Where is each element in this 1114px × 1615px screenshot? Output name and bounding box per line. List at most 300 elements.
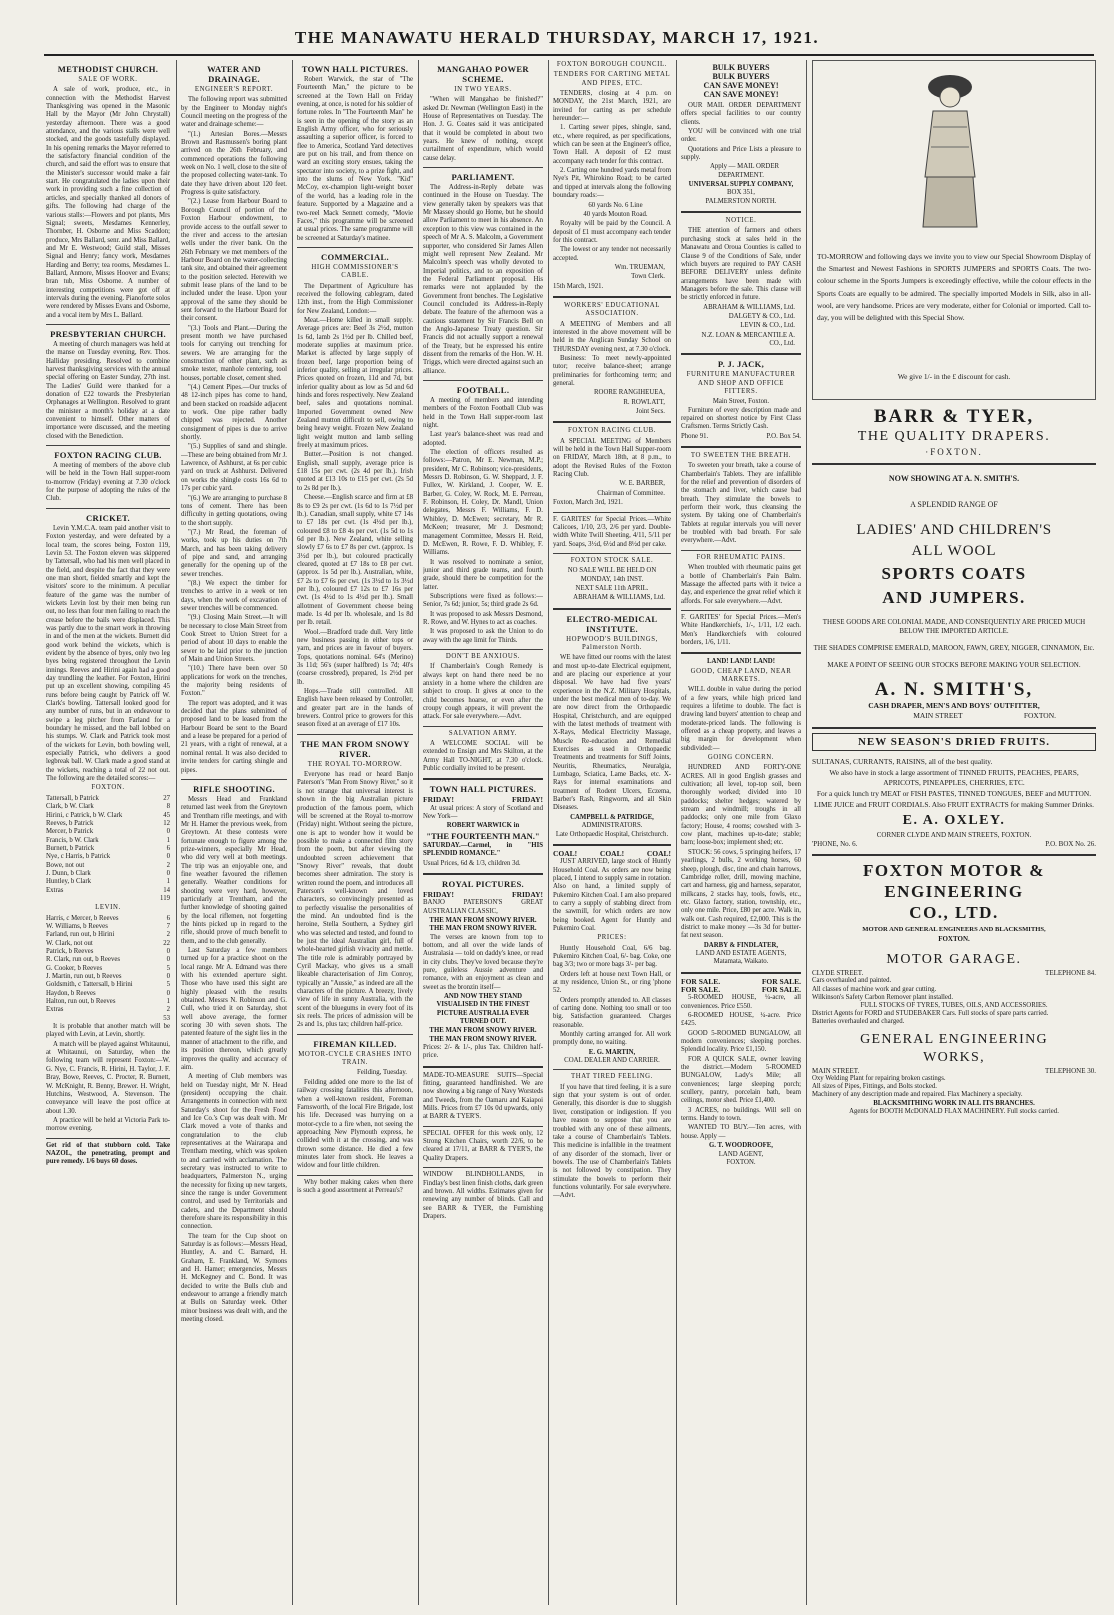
score-row: Mercer, b Patrick 0 [46,828,170,836]
divider [423,778,543,780]
article-text: THE attention of farmers and others purchasing stock at sales held in the Manawatu and Oroua Counties is called to Clause 9 of the Conditions of Sale, under which buyers are required to PAY CASH BEFORE DELIVERY unless definite arrangements have been made with Managers before the sale. This clause will be strictly enforced in future. [681,227,801,302]
score-row: W. Williams, b Reeves 7 [46,922,170,930]
subhead-two-years: IN TWO YEARS. [454,86,512,93]
divider [553,1069,671,1070]
signature: COAL DEALER AND CARRIER. [564,1057,660,1065]
dateline: Feilding, Tuesday. [357,1069,407,1077]
headline-snowy-river: THE MAN FROM SNOWY RIVER. [300,738,410,759]
article-text: 3 ACRES, no buildings. Will sell on terms. Handy to town. [681,1106,801,1123]
subhead-cable: HIGH COMMISSIONER'S CABLE. [311,263,399,280]
article-text: FOR A QUICK SALE, owner leaving the district.—Modern 5-ROOMED BUNGALOW, Lady's Mile; all conveniences; large sleeping porch; scullery, pantry, porcelain bath, beam ceilings, motor shed. Price £1,400. [681,1055,801,1105]
score-row: Huntley, b Clark 1 [46,878,170,886]
signature: ROORE RANGIHEUEA, [594,389,665,397]
scorecard-levin [46,915,170,1023]
subhead-furniture: FURNITURE MANUFACTURER AND SHOP AND OFFICE FITTERS. [686,371,796,395]
subhead-tenders: TENDERS FOR CARTING METAL AND PIPES, ETC. [553,71,671,87]
article-text: AND NOW THEY STAND VISUALISED IN THE FINEST PICTURE AUSTRALIA EVER TURNED OUT. [436,992,530,1025]
headline-townhall: TOWN HALL PICTURES. [301,64,409,74]
headline-stock-sale: FOXTON STOCK SALE. [570,556,654,564]
divider [681,972,801,974]
discount-text: We give 1/- in the £ discount for cash. [897,372,1011,381]
masthead-title: THE MANAWATU HERALD THURSDAY, MARCH 17, 1921. [294,28,820,47]
oxley-address: CORNER CLYDE AND MAIN STREETS, FOXTON. [876,831,1032,840]
article-text: To sweeten your breath, take a course of Chamberlain's Tablets. They are infallible for the relief and prevention of disorders of the stomach and liver, which cause bad breath. They stimulate the bowels to perform their work, thus cleansing the system. By taking one of Chamberlain's Tablets at regular intervals you will never be troubled with bad breath. For sale everywhere.—Advt. [681,462,801,545]
article-text: A SPECIAL MEETING of Members will be held in the Town Hall Supper-room on FRIDAY, March 18th, at 8 p.m., to adopt the Revised Rules of the Foxton Racing Club. [553,437,671,479]
column-rule [292,60,293,1605]
article-text: "(8.) We expect the timber for trenches to arrive in a week or ten days, when the work of excavation of sewer trenches will be commenced. [181,579,287,612]
signature: W. E. BARBER, [619,480,665,488]
article-text: Monthly carting arranged for. All work promptly done, no waiting. [553,1031,671,1047]
headline-mangahao: MANGAHAO POWER SCHEME. [437,64,529,84]
score-row: Extras 2 [46,1006,170,1014]
article-text: A MEETING of Members and all interested in the above movement will be held in the Anglican Sunday School on THURSDAY evening next, at 7.30 o'clock. [553,320,671,353]
smith-point: MAKE A POINT OF SEEING OUR STOCKS BEFORE MAKING YOUR SELECTION. [827,660,1081,669]
article-text: Prices: 2/- & 1/-, plus Tax. Children half-price. [423,1044,543,1060]
advert-blinds: WINDOW BLINDHOLLANDS, in Findlay's best linen finish cloths, dark green and brown. All widths. Estimates given for renewing any number of blinds. Call and see BARR & TYER, the Furnishing Drapers. [423,1171,543,1220]
article-text: JUST ARRIVED, large stock of Huntly Household Coal. As orders are now being placed, I intend to supply same in rotation. Also on hand, a limited supply of Pukemiro Kitchen Coal. I am also prepared to carry a supply of stabbing direct from the sawmill, for which orders are now being booked. Agent for Huntly and Pukemiro Coal. [553,858,671,932]
article-text: GOOD 5-ROOMED BUNGALOW, all modern conveniences; sleeping porches. Splendid locality. Price £1,150. [681,1029,801,1054]
article-text: A match will be played against Whitaunui, at Whitaunui, on Saturday, when the following team will represent Foxton:—W. G. Nye, C. Francis, R. Hirini, H. Taylor, J. F. Bray, Bowe, Reeves, C. Procter, R. Burnett, W. McKnight, R. Benny, Brewer. H. Wright, Hutchins, Westwood, A. Stevenson. The conveyance will leave the post office at about 1.30. [46,1040,170,1115]
team-foxton: FOXTON. [91,784,125,792]
advert-suits: MADE-TO-MEASURE SUITS—Special fitting, guaranteed handfinished. We are now showing a big range of Navy Worsteds and Tweeds, from the Oamaru and Kaiapoi Mills. Prices from £7 10s 0d upwards, only at BARR & TYER'S. [423,1071,543,1121]
signature: ADMINISTRATORS. [581,822,643,830]
signature: LAND AND ESTATE AGENTS, [695,949,787,957]
film-title: "THE FOURTEENTH MAN." [426,830,540,841]
column-rule [806,60,807,1605]
subhead-prices: PRICES: [597,934,627,942]
score-row: Harris, c Mercer, b Reeves 6 [46,914,170,922]
smith-shades: THE SHADES COMPRISE EMERALD, MAROON, FAWN, GREY, NIGGER, CINNAMON, Etc. [813,643,1095,652]
article-text: Orders promptly attended to. All classes of carting done. Nothing too small or too big. Satisfaction guaranteed. Charges reasonable. [553,996,671,1029]
article-text: It is probable that another match will be played with Levin, at Levin, shortly. [46,1023,170,1039]
article-text: Robert Warwick, the star of "The Fourteenth Man," the picture to be screened at the Town Hall on Friday evening, at once, is noted for his soldier of fortune roles. In "The Fourteenth Man" he is seen in the opening of the story as an English Army officer, who for seriously assaulting a superior officer, is forced to flee to America, Scotland Yard detectives are put on his trail, and from thence on ward an exciting story ensues, taking the spectator into society, to a prize fight, and into the slums of New York. "Kid" McCoy, ex-champion light-weight boxer of the world, has a leading role in the feature. Supported by a Magazine and a two-reel Mack Sennett comedy, "Movie Faces," this programme will be screened at usual prices. The same programme will be screened at Saturday's matinee. [297,76,413,242]
masthead-rule [44,54,1094,56]
signature: N.Z. LOAN & MERCANTILE A. CO., Ltd. [701,331,795,347]
score-row: G. Cooker, b Reeves 5 [46,964,170,972]
motor-name: ENGINEERING [884,882,1024,902]
divider [812,727,1096,729]
article-text: "(10.) There have been over 50 applications for work on the trenches, the majority being residents of Foxton." [181,665,287,698]
works-contact: MAIN STREET. TELEPHONE 30. [812,1066,1096,1075]
oxley-text: LIME JUICE and FRUIT CORDIALS. Also FRUIT EXTRACTS for making Summer Drinks. [814,800,1094,810]
headline-parliament: PARLIAMENT. [451,172,515,183]
article-text: 6-ROOMED HOUSE, ¼-acre. Price £425. [681,1012,801,1028]
article-text: At usual prices: A story of Scotland and New York— [423,804,543,821]
divider [812,463,1096,465]
advert-garites: F. GARITES' for Special Prices.—Men's White Handkerchiefs, 1/-, 1/11, 1/2 each. Men's Handkerchiefs with coloured borders, 1/6, 1/11. [681,613,801,646]
signature: Town Clerk. [631,273,665,281]
article-text: Subscriptions were fixed as follows:—Senior, 7s 6d; junior, 5s; third grade 2s 6d. [423,592,543,609]
score-row: Nye, c Harris, b Patrick 0 [46,853,170,861]
oxley-headline: NEW SEASON'S DRIED FRUITS. [812,733,1096,751]
oxley-advert [812,733,1096,849]
score-total: 53 [163,1014,170,1022]
smith-showing: NOW SHOWING AT A. N. SMITH'S. [888,474,1020,483]
article-text: "(9.) Closing Main Street.—It will be necessary to close Main Street from Cook Street to Union Street for a period of about 10 days to enable the sewer to be laid prior to the junction of Main and Union Streets. [181,614,287,664]
signature: ABRAHAM & WILLIAMS, Ltd. [573,594,665,602]
headline-commercial: COMMERCIAL. [321,251,389,262]
article-text: 5-ROOMED HOUSE, ¼-acre, all conveniences. Price £550. [681,994,801,1010]
signature: Chairman of Committee. [597,489,665,497]
headline-racing-meeting: FOXTON RACING CLUB. [567,427,657,435]
divider [423,167,543,168]
divider [423,1167,543,1168]
article-text: When troubled with rheumatic pains get a bottle of Chamberlain's Pain Balm. Massage the affected parts with it twice a day, and experience the great relief which it affords. For sale everywhere.—Advt. [681,564,801,605]
signature: Matamata, Waikato. [713,958,769,966]
article-text: NEXT SALE 11th APRIL. [575,584,649,592]
subhead-engineer: ENGINEER'S REPORT. [194,86,274,93]
signature: E. G. MARTIN, [588,1048,636,1056]
article-text: "(2.) Lease from Harbour Board to Borough Council of portion of the Foxton Harbour endowment, to provide access to the outfall sewer to the river and access to the artesian wells under the river bank. On the 26th February we met members of the Harbour Board on the water-collecting tank site, and obtained their agreement to the position selected. Herewith we submit lease plans of the land to be included under the lease. Upon your approval of the same they should be sent forward to the Harbour Board for their consent. [181,198,287,323]
article-text: SATURDAY.—Carmel, in "HIS SPLENDID ROMANCE." [423,841,543,858]
star-name: ROBERT WARWICK in [446,822,520,830]
divider [553,553,671,554]
score-row: R. Clark, run out, b Reeves 0 [46,956,170,964]
signature: LEVIN & CO., Ltd. [740,322,795,330]
article-text: Orders left at house next Town Hall, or at my residence, Union St., or ring 'phone 52. [553,970,671,995]
signature: G. T. WOODROOFE, [708,1142,773,1150]
headline-save: CAN SAVE MONEY! [703,90,779,99]
score-row: Patrick, b Reeves 0 [46,948,170,955]
signature: CAMPBELL & PATRIDGE, [570,813,654,821]
headline-jack: P. J. JACK, [717,359,765,370]
divider [423,726,543,727]
date-text: 15th March, 1921. [553,282,604,290]
smith-range: A SPLENDID RANGE OF [910,500,998,510]
firm-address: Main Street, Foxton. [712,398,770,406]
coal-row: COAL! COAL! COAL! [553,848,671,858]
divider [423,1126,543,1127]
smith-outfitter: CASH DRAPER, MEN'S AND BOYS' OUTFITTER, [868,700,1040,710]
article-text: Wool.—Bradford trade dull. Very little new business passing in either tops or yarn, and prices are in favour of buyers. Tops, quotations nominal. 64's (Merino) 3s 11d; 56's (super halfbred) 1s 7d; 40's (coarse crossbred), prepared, 1s 2½d per lb. [297,628,413,686]
date-text: Foxton, March 3rd, 1921. [553,499,623,507]
barr-tyer-tagline: THE QUALITY DRAPERS. [857,429,1051,444]
smith-ladies: LADIES' AND CHILDREN'S [856,521,1052,538]
article-text: It was proposed to ask the Union to do away with the age limit for Thirds. [423,628,543,644]
oxley-name: E. A. OXLEY. [902,813,1006,829]
column-rule [676,60,677,1605]
article-text: HUNDRED AND FORTY-ONE ACRES. All in good English grasses and cultivation; all level, top-top soil, been thoroughly worked; divided into 10 paddocks; shelter hedges; watered by stream and windmill; troughs in all paddocks; only one mile from Glaxo factory; House, 4 rooms; cowshed with 3-cow plant, machines up-to-date; stable; barn; loose-box; implement shed; etc. [681,764,801,847]
smith-advert [812,475,1096,722]
article-text: The following report was submitted by the Engineer to Monday night's Council meeting on the progress of the water and drainage scheme:— [181,96,287,129]
headline-water: WATER AND DRAINAGE. [207,64,261,84]
article-text: Apply — MAIL ORDER DEPARTMENT. [709,163,780,179]
divider [681,550,801,551]
article-text: A practice will be held at Victoria Park to-morrow evening. [46,1116,170,1133]
smith-sports: SPORTS COATS [881,563,1027,583]
divider [423,380,543,381]
article-text: Last Saturday a few members turned up for a practice shoot on the local range. Mr A. Edmand was there with his extended aperture sight. Those who have used this sight are highly pleased with the results obtained. Messrs N. Robinson and G. Cull, who tried it on Saturday, shot well above average, the former scoring 30 with seven shots. The patented feature of the sight lies in the manner of attachment to the rifle, and its position thereon, which greatly improves the quality and accuracy of aim. [181,947,287,1071]
article-text: Royalty will be paid by the Council. A deposit of £1 must accompany each tender for this contract. [553,220,671,244]
divider [681,652,801,654]
firm-address: PALMERSTON NORTH. [705,197,777,205]
smith-name: A. N. SMITH'S, [874,678,1034,700]
signature: LAND AGENT, [718,1150,764,1158]
signature: DARBY & FINDLATER, [703,941,779,949]
score-row: Goldsmith, c Tattersall, b Hirini 5 [46,981,170,989]
score-row: Reeves, b Patrick 12 [46,819,170,827]
barr-tyer-advert [812,406,1096,458]
headline-electro: ELECTRO-MEDICAL INSTITUTE. [566,613,658,634]
divider [681,446,801,448]
film-title: THE MAN FROM SNOWY RIVER. [429,1027,537,1035]
score-row: Clark, b W. Clark 8 [46,803,170,811]
headline-borough: FOXTON BOROUGH COUNCIL. [556,61,668,68]
divider [297,1034,413,1035]
column-4 [423,60,543,1608]
headline-methodist: METHODIST CHURCH. [57,64,159,74]
article-text: "(3.) Tools and Plant.—During the present month we have purchased tools for carrying out trenching for sewers. We are arranging for the construction of other plant, such as smoke tester, manhole centering, tool houses, portable closet, cement shed. [181,324,287,382]
subhead-motorcycle: MOTOR-CYCLE CRASHES INTO TRAIN. [298,1050,412,1067]
fashion-text: TO-MORROW and following days we invite you to view our Special Showroom Display of the Smartest and Newest Fashions in SPORTS JUMPERS and SPORTS Coats. The two-colour scheme in the Sports Jumpers is exceedingly effective, while the colour effects in the Sports Coats are equally to be admired. The specially imported Models in Silk, also in all-wool, are very handsome. Prices are very moderate, either for Colonial or imported. Call to-day, you will be delighted with this Special Show. [817,252,1091,323]
motor-name: FOXTON MOTOR & [863,861,1045,881]
oxley-text: We also have in stock a large assortment of TINNED FRUITS, PEACHES, PEARS, APRICOTS, PINEAPPLES, CHERRIES, ETC. [829,768,1079,788]
subhead-cheap-land: GOOD, CHEAP LAND, NEAR MARKETS. [690,667,792,683]
article-text: Cheese.—English scarce and firm at £8 8s to £9 2s per cwt. (1s 6d to 1s 7½d per lb.). Canadian, small supply, white £7 14s to £7 18s per cwt. (1s 4½d per lb.), coloured £8 to £8 4s per cwt. (1s 5d to 1s 6d per lb.). New Zealand, white selling slowly £7 6s to £7 8s per cwt. (approx. 1s 3½d per lb.), but coloured practically cleared, quoted at £7 18s to £8 per cwt. (approx. 1s 5d per lb.). Australian, white, £7 2s to £7 6s per cwt. (1s 3½d to 1s 3½d per lb.), coloured £7 12s to £7 16s per cwt. (1s 4½d to 1s 4½d per lb.). Small allotment of Government cheese being made. 1s 4d per lb. wholesale, and 1s 8d per lb. retail. [297,494,413,627]
score-row: J. Martin, run out, b Reeves 0 [46,973,170,981]
article-text: "(5.) Supplies of sand and shingle.—These are being obtained from Mr J. Lawrence, of Ashhurst, at 6s per cubic yard on truck at Ashhurst. Delivered on works the shingle costs 16s 6d to 17s per cubic yard. [181,443,287,493]
column-5 [553,60,671,1608]
divider [297,1175,413,1176]
article-text: BANJO PATERSON'S GREAT AUSTRALIAN CLASSIC, [423,899,543,915]
divider [181,779,287,780]
headline-wea: WORKERS' EDUCATIONAL ASSOCIATION. [563,301,661,318]
article-text: Huntly Household Coal, 6/6 bag. Pukemiro Kitchen Coal, 6/- bag. Coke, one bag 3/3; two or more bags 3/- per bag. [553,944,671,969]
divider [46,445,170,446]
score-row: Burnett, b Patrick 6 [46,844,170,852]
divider [46,324,170,325]
signature: Wm. TRUEMAN, [614,263,665,271]
oxley-contact: 'PHONE, No. 6. P.O. BOX No. 26. [812,840,1096,849]
column-3 [297,60,413,1608]
subhead-royal: THE ROYAL TO-MORROW. [307,760,403,768]
motor-name: CO., LTD. [909,903,999,923]
article-text: "(7.) Mr Read, the foreman of works, took up his duties on 7th March, and has been taking delivery of pipe and sand, and arranging generally for the opening up of the sewer trenches. [181,528,287,578]
divider [423,1066,543,1068]
divider [423,873,543,875]
barr-tyer-town: ·FOXTON. [925,447,983,457]
friday-row: FRIDAY! FRIDAY! [423,889,543,899]
article-text: A WELCOME SOCIAL will be extended to Ensign and Mrs Skilton, at the Army Hall TO-NIGHT, at 7.30 o'clock. Public cordially invited to be present. [423,740,543,773]
article-text: Hops.—Trade still controlled. All English have been released by Controller, and greater part are in the hands of brewers. Control price to growers for this season fixed at an average of £17 10s. [297,688,413,729]
article-text: Meat.—Home killed in small supply. Average prices are: Beef 3s 2½d, mutton 1s 6d, lamb 2s 1½d per lb. Chilled beef, moderate supplies at maximum price. Market is affected by large supply of frozen beef, large proportion being of inferior quality, selling at irregular prices. Prices quoted on frozen, 11d and 7d, but inferior quality about as low as 5d and 6d hinds and fores respectively. New Zealand beef, sales and quotations nominal. Imported Government owned New Zealand mutton difficult to sell, owing to being heavy weight. Frozen New Zealand light weight mutton and lamb selling freely at maximum prices. [297,316,413,450]
advert-nazol: Get rid of that stubborn cold. Take NAZOL, the penetrating, prompt and pure remedy. 1/6 buys 60 doses. [46,1141,170,1166]
article-text: Furniture of every description made and repaired on shortest notice by First Class Craftsmen. Terms Strictly Cash. [681,406,801,431]
smith-goods: THESE GOODS ARE COLONIAL MADE, AND CONSEQUENTLY ARE PRICED MUCH BELOW THE IMPORTED ARTICLE. [822,617,1086,635]
friday-row: FRIDAY! FRIDAY! [423,795,543,805]
divider [553,512,671,513]
oxley-text: SULTANAS, CURRANTS, RAISINS, all of the best quality. [812,757,993,767]
scorecard-foxton [46,795,170,903]
article-text: The report was adopted, and it was decided that the plans submitted of proposed land to be leased from the Harbour Board be sent to the Board and a lease be prepared for a period of 21 years, with a right of renewal, at a nominal rental. It was also decided to invite tenders for carting shingle and pipes. [181,699,287,774]
article-text: It was resolved to nominate a senior, junior and third grade teams, and fourth grade, should there be competition for the latter. [423,558,543,591]
column-7-adverts [812,60,1096,1608]
headline-land: LAND! LAND! LAND! [707,658,775,666]
score-row: Farland, run out, b Hirini 2 [46,931,170,939]
article-text: 60 yards No. 6 Line [588,201,643,209]
column-2 [181,60,287,1608]
score-row: Bowe, not out 2 [46,861,170,869]
garage-services: Cars overhauled and painted. All classes of machine work and gear cutting. Wilkinson's Safety Carbon Remover plant installed. FULL STOCKS OF TYRES, TUBES, OILS, AND ACCESSORIES. District Agents for FORD and STUDEBAKER Cars. Full stocks of spare parts carried. Batteries overhauled and charged. [812,977,1049,1026]
smith-address: MAIN STREET FOXTON. [913,711,1056,721]
article-text: Quotations and Price Lists a pleasure to supply. [681,145,801,162]
score-row: Hirini, c Patrick, b W. Clark 45 [46,811,170,819]
score-total: 119 [160,894,170,902]
motor-sub: MOTOR AND GENERAL ENGINEERS AND BLACKSMITHS, [862,926,1046,934]
headline-breath: TO SWEETEN THE BREATH. [690,452,792,460]
score-row: Halton, run out, b Reeves 1 [46,998,170,1006]
article-text: Levin Y.M.C.A. team paid another visit to Foxton yesterday, and were defeated by a local team, the scores being, Foxton 119, Levin 53. The Foxton eleven was skippered by Tattersall, who had his men well placed in the field, and despite the fact that they were one man short, fielded smartly and kept the visitors' score to the minimum. A peculiar feature of the game was the number of wickets Levin lost by their men being run out, no less than four men failing to reach the crease before the bails were displaced. This was partly due to the smart work in throwing in and of the men at the wickets. Burnett did good work behind the wickets, which is evident by the absence of byes, only two leg byes being registered throughout the Levin innings. Reeves and Hirini again had a good day trundling the leather. For Foxton, Hirini put up an excellent showing, compiling 45 runs before being caught by Patrick off W. Clark's bowling. Tattersall looked good for any number of runs, but in an endeavour to swipe a leg pitcher from Farland for a boundary he missed, and the ball lobbed on his stumps. W. Clark and Patrick took most of the wickets for Levin, both bowling well, especially Patrick, who delivers a good legbreak ball. W. Clark made a good stand at the wickets, reaching a total of 22 not out. The following are the detailed scores:— [46,524,170,783]
article-text: WE have fitted our rooms with the latest and most up-to-date Electrical equipment, and are placing our experience at your disposal. We have had five years' experience in the N.Z. Military Hospitals, under the best medical men of to-day. We are now direct from the Orthopaedic Hospital, Christchurch, and are equipped with the latest methods of treatment with X-Rays, Medical Electricity Massage, Muscle Re-education and Remedial Exercises as used in Orthopaedic Treatments and treatments for Stiff Joints, Neuritis, Rheumatics, Neuralgia, Lumbago, Sciatica, Lame Backs, etc. X-Rays for internal examinations and treatment of Rodent Ulcers, Eczema, Barber's Rash, Ringworm, and all Skin Diseases. [553,654,671,812]
article-text: The Address-in-Reply debate was continued in the House on Tuesday. The view generally taken by speakers was that Mr Massey should go Home, but he should allow Parliament to meet in his absence. An exception to this view was contained in the speech of Mr A. S. Malcolm, a Government supporter, who considered Sir James Allen might well represent New Zealand. Mr Malcolm's speech was wholly devoted to Imperial politics, and to an exposition of the Federal Parliament proposal. His remarks were not applauded by the Government front benches. The Legislative Council concluded its Address-in-Reply debate. The feature of the afternoon was a cautious statement by Sir Francis Bell on the Anglo-Japanese Treaty question. Sir Francis did not actually support a renewal of the Treaty, but he expressed his entire dissent from the remarks of the Hon. W. H. Triggs, which were directed against such an alliance. [423,184,543,375]
headline-anxious: DON'T BE ANXIOUS. [445,652,521,660]
article-text: If you have that tired feeling, it is a sure sign that your system is out of order. Generally, this disorder is due to sluggish liver, constipation or indigestion. If you have reason to suppose that you are troubled with any one of these ailments, take a course of Chamberlain's Tablets. This medicine is infallible in the treatment of any disorder of the stomach, liver or bowels. The use of Chamberlain's Tablets is not followed by constipation. They stimulate the bowels to perform their functions voluntarily. For sale everywhere.—Advt. [553,1083,671,1200]
headline-rheumatic: FOR RHEUMATIC PAINS. [696,553,786,561]
article-text: WANTED TO BUY.—Ten acres, with house. Apply — [681,1124,801,1140]
barr-tyer-name: BARR & TYER, [873,406,1035,427]
headline-bulk: BULK BUYERS [712,63,770,72]
article-text: "(4.) Cement Pipes.—Our trucks of 48 12-inch pipes has come to hand, and been stacked on roadside adjacent to work. One pipe rather badly chipped was rejected. Another consignment of pipes is due to arrive shortly. [181,384,287,442]
subhead-hopwood: HOPWOOD'S BUILDINGS, Palmerston North. [566,635,658,651]
article-text: YOU will be convinced with one trial order. [681,128,801,144]
article-text: It was proposed to ask Messrs Desmond, R. Rowe, and W. Hynes to act as coaches. [423,610,543,626]
article-text: Usual Prices, 6d & 1/3, children 3d. [423,859,521,867]
general-works-title: GENERAL ENGINEERING [860,1031,1048,1047]
article-text: The verses are known from top to bottom, and all over the wide lands of Australasia — told on daddy's knee, or read in city clubs. They've loved because they're pure, guileless Aussie adventure and romance, with an enjoyment as clean and sweet as the bronzin itself— [423,933,543,991]
article-text: Last year's balance-sheet was read and adopted. [423,431,543,447]
fashion-advert [812,60,1096,400]
divider [297,247,413,248]
signature: FOXTON. [726,1158,756,1166]
headline-save: CAN SAVE MONEY! [703,81,779,90]
article-text: Butter.—Position is not changed. English, small supply, average price is £18 15s per cwt. (2s 4d per lb.). Irish quoted at £13 10s to £15 per cwt. (2s 5d to 2s 8d per lb.). [297,451,413,492]
divider [297,734,413,735]
headline-presbyterian: PRESBYTERIAN CHURCH. [50,328,166,339]
divider [553,296,671,298]
general-works-title: WORKS, [923,1049,985,1065]
article-text: The election of officers resulted as follows:—Patron, Mr E. Newman, M.P.; president, Mr C. Robinson; vice-presidents, Messrs D. Robinson, G. W. Sheppard, J. F. Fullex, W. Kirkland, J. Cooper, W. E. Barber, G. Coley, W. Rock, M. E. Perreau, F. Robinson, H. Coley, Dr. Mandl, Union delegates, Messrs F. Williams, F. D. Whibley, D. McEwen; secretary, Mr R. McKeen; treasurer, Mr J. Desmond; management Committee, Messrs H. Reid, D. McEwen, R. Rowe, F. D. Whibley, F. Williams. [423,449,543,557]
column-1 [46,60,170,1608]
headline-racing: FOXTON RACING CLUB. [54,450,162,461]
works-services: Oxy Welding Plant for repairing broken castings. All sizes of Pipes, Fittings, and Bolts stocked. Machinery of any description made and repaired. Flax Machinery a specialty. BLACKSMITHING WORK IN ALL ITS BRANCHES. Agents for BOOTH McDONALD FLAX MACHINERY. Full stocks carried. [812,1074,1059,1115]
article-text: WILL double in value during the period of a few years, while high priced land requires a lifetime to double. The fact is drawing land buyers' attention to cheap and moderate-priced lands. The following is offered as a cheap property, and leaves a big margin for development when subdivided:— [681,686,801,752]
divider [46,1138,170,1139]
article-text: 1. Carting sewer pipes, shingle, sand, etc., where required, as per specifications, which can be seen at the Engineer's office, Town Hall. A deposit of £2 must accompany each tender for this contract. [553,124,671,165]
article-text: Business: To meet newly-appointed tutor; receive balance-sheet; arrange preliminaries for forthcoming term; and general. [553,355,671,388]
article-text: A meeting of church managers was held at the manse on Tuesday evening, Rev. Thos. Halliday presiding. Resolved to combine harvest thanksgiving services with the annual special offering on Easter Sunday, 27th inst. The Ladies' Guild were thanked for a donation of £22 towards the Presbyterian Orphanages at Wellington. Resolved to grant the minister a month's holiday at a date convenient to himself. Other matters of importance were discussed, and the meeting closed with the Benediction. [46,340,170,440]
garage-title: MOTOR GARAGE. [886,952,1022,968]
divider [553,421,671,423]
smith-wool: ALL WOOL [911,542,997,559]
signature: DALGETY & CO., Ltd. [728,312,795,320]
score-row: W. Clark, not out 22 [46,939,170,947]
for-sale-row: FOR SALE. FOR SALE. [681,976,801,986]
oxley-text: For a quick lunch try MEAT or FISH PASTES, TINNED TONGUES, BEEF and MUTTON. [816,789,1092,799]
article-text: A meeting of members of the above club will be held in the Town Hall supper-room to-morrow (Friday) evening at 7.30 o'clock for the purpose of adopting the rules of the Club. [46,462,170,503]
signature: ABRAHAM & WILLIAMS, Ltd. [703,303,795,311]
article-text: The team for the Cup shoot on Saturday is as follows:—Messrs Head, Huntley, A. and C. Barnard, H. Graham, E. Frankland, W. Symons and H. Hamer; emergencies, Messrs H. McKegney and C. Bond. It was decided to write the Bulls club and endeavour to arrange a friendly match at Bulls on Saturday week. Other minor business was dealt with, and the meeting closed. [181,1232,287,1324]
motor-town: FOXTON. [938,934,970,943]
headline-rifle: RIFLE SHOOTING. [193,783,275,794]
for-sale-row: FOR SALE. FOR SALE. [681,984,801,994]
garage-contact: CLYDE STREET. TELEPHONE 84. [812,969,1096,978]
firm-name: UNIVERSAL SUPPLY COMPANY, [688,181,794,189]
smith-jumpers: AND JUMPERS. [882,587,1026,607]
advert-perreau: Why bother making cakes when there is such a good assortment at Perreau's? [297,1178,413,1194]
fashion-illustration-icon [905,67,995,237]
article-text: A meeting of members and intending members of the Foxton Football Club was held in the Town Hall supper-room last night. [423,397,543,430]
divider [681,211,801,213]
headline-royal: ROYAL PICTURES. [441,878,525,889]
article-text: STOCK: 56 cows, 5 springing heifers, 17 yearlings, 2 bulls, 2 working horses, 60 sheep, plough, disc, tine and chain harrows, Cambridge roller, drill, mowing machine, cart and harness, gig and harness, separator, milkcans, 2 stacks hay, tools, fowls, etc., etc. Glaxo factory, station, township, etc., only one mile. Price, £80 per acre. Walk in, walk out. Cash required, £2,000. This is the district to make money —3s 3d for butter-fat next season. [681,848,801,940]
subhead-sale: SALE OF WORK. [78,76,138,83]
article-text: "When will Mangahao be finished?" asked Dr. Newman (Wellington East) in the House of Representatives on Tuesday. The Hon. J. G. Coates said it was anticipated that it would be completed in about two years. He knew of nothing, except curtailment of expenditure, which would cause delay. [423,96,543,162]
signature: R. ROWLATT, [623,398,665,406]
team-levin: LEVIN. [95,904,121,912]
divider [681,610,801,611]
headline-salvation: SALVATION ARMY. [448,729,518,737]
signature: Joint Secs. [635,408,665,416]
article-text: Messrs Head and Frankland returned last week from the Greytown and Trentham rifle meetings, and with Mr H. Hamer the previous week, from Greytown. At these contests were fortunate enough to figure among the prize-winners, especially Mr Head, who did very well at both meetings. The trip was an enjoyable one, and fine weather favoured the riflemen generally. Weather conditions for shooting were very hard, however, particularly at Trentham, and the further knowledge of shooting gained by the local riflemen, not forgetting the hints picked up in regard to the rifle, should prove of much benefit to them, and to the club generally. [181,795,287,945]
article-text: Feilding added one more to the list of railway crossing fatalities this afternoon, when a well-known resident, Foreman Farnsworth, of the local Fire Brigade, lost his life. Deceased was hurrying on a motor-cycle to a fire when, not seeing the approaching New Plymouth express, he collided with it at the crossing, and was thrown some distance. He died a few minutes later from shock. He leaves a widow and four little children. [297,1078,413,1170]
divider [812,854,1096,856]
article-text: The lowest or any tender not necessarily accepted. [553,246,671,262]
article-text: The Department of Agriculture has received the following cablegram, dated 12th inst., from the High Commissioner for New Zealand, London:— [297,282,413,315]
headline-bulk: BULK BUYERS [712,72,770,81]
headline-fireman: FIREMAN KILLED. [313,1038,397,1049]
advert-chairs: SPECIAL OFFER for this week only, 12 Strong Kitchen Chairs, worth 22/6, to be cleared at 17/11, at BARR & TYER'S, the Quality Drapers. [423,1129,543,1162]
advert-garites: F. GARITES' for Special Prices.—White Calicoes, 1/10, 2/3, 2/6 per yard. Double-width White Twill Sheeting, 4/11, 5/11 per yard. Soaps, 3½d, 6½d and 8½d per cake. [553,515,671,548]
article-text: 2. Carting one hundred yards metal from Nye's Pit, Whirokino Road; to be carted and tipped at intervals along the following boundary roads:— [553,167,671,200]
headline-townhall-ad: TOWN HALL PICTURES. [429,784,537,795]
subhead-going-concern: GOING CONCERN. [707,754,775,762]
article-text: 40 yards Mouton Road. [583,210,648,218]
headline-cricket: CRICKET. [85,512,131,523]
article-text: If Chamberlain's Cough Remedy is always kept on hand there need be no anxiety in a home where the children are subject to croup. It gives at once to the child becomes hoarse, or even after the croupy cough appears, it will prevent the attack. For sale everywhere.—Advt. [423,663,543,721]
score-row: Extras 14 [46,886,170,894]
headline-football: FOOTBALL. [456,385,510,395]
film-title: THE MAN FROM SNOWY RIVER. [429,925,537,933]
score-row: Francis, b W. Clark 1 [46,836,170,844]
article-text: "(6.) We are arranging to purchase 8 tons of cement. There has been difficulty in getting quotations, owing to the short supply. [181,494,287,527]
column-rule [176,60,177,1605]
article-text: "(1.) Artesian Bores.—Messrs Brown and Rasmussen's boring plant arrived on the 26th February, and commenced operations the following week on No. 1 well, close to the site of the proposed collecting water-tank. To date they have driven about 120 feet. Progress is quite satisfactory. [181,130,287,197]
score-row: Tattersall, b Patrick 27 [46,794,170,802]
film-title: THE MAN FROM SNOWY RIVER. [429,1035,537,1043]
divider [423,649,543,650]
signature: Late Orthopaedic Hospital, Christchurch. [555,830,669,838]
article-text: NO SALE WILL BE HELD ON MONDAY, 14th INST. [567,567,657,583]
article-text: A meeting of Club members was held on Tuesday night, Mr N. Head (president) occupying the chair. Arrangements in connection with next Saturday's shoot for the Fresh Food and Ice Co.'s Cup was dealt with. Mr Clark moved a vote of thanks and congratulation to the club representatives at the Wairarapa and Trentham meeting, which was spoken to and carried with acclamation. The secretary was instructed to write to headquarters, Palmerston N., urging the necessity for fixing up new targets, since the range is under Government control, and used by Territorials and cadets, and the Department should therefore share its responsibility in this connection. [181,1073,287,1231]
column-rule [418,60,419,1605]
column-6 [681,60,801,1608]
score-row: J. Dunn, b Clark 0 [46,869,170,877]
headline-notice: NOTICE. [725,217,757,225]
film-title: THE MAN FROM SNOWY RIVER. [429,916,537,924]
divider [553,608,671,610]
article-text: A sale of work, produce, etc., in connection with the Methodist Harvest Thanksgiving was opened in the Masonic Hall by the Mayor (Mr John Chrystall) yesterday afternoon. There was a good attendance, and the various stalls were well stocked, and the goods tastefully displayed. In his opening remarks the Mayor referred to the satisfactory financial condition of the church, and said the effort was to ensure that the Minister's successor would make a fair start. He congratulated the ladies upon their work in providing such a fine collection of articles, and specially thanked all donors of gifts. The following had charge of the various stalls:—Flowers and pot plants, Mrs Signal; sweets, Mesdames Kennerley, Thornber, H. Osborne and Miss Scaddon; produce, Mrs Ballard, senr. and Miss Ballard, and Mr E. Westwood; Guild stall, Misses Signal and Henry; fancy work, Mesdames Harding and Berry; tea rooms, Mesdames L. Ballard, Anmore, Misses Hoover and Evans; bran tub, Miss Osborne. A number of interesting competitions were got off at intervals during the evening. Pianoforte solos were rendered by Misses Evans and Osborne, and a vocal item by Mrs L. Ballard. [46,86,170,319]
firm-address: BOX 351, [727,189,755,197]
column-rule [548,60,549,1605]
article-text: TENDERS, closing at 4 p.m. on MONDAY, the 21st March, 1921, are invited for carting as per schedule hereunder:— [553,90,671,123]
contact-row: Phone 91. P.O. Box 54. [681,432,801,440]
motor-advert [812,860,1096,1116]
divider [553,844,671,846]
divider [681,353,801,355]
divider [46,508,170,509]
score-row: Haydon, b Reeves 0 [46,989,170,997]
article-text: OUR MAIL ORDER DEPARTMENT offers special facilities to our country clients. [681,102,801,126]
